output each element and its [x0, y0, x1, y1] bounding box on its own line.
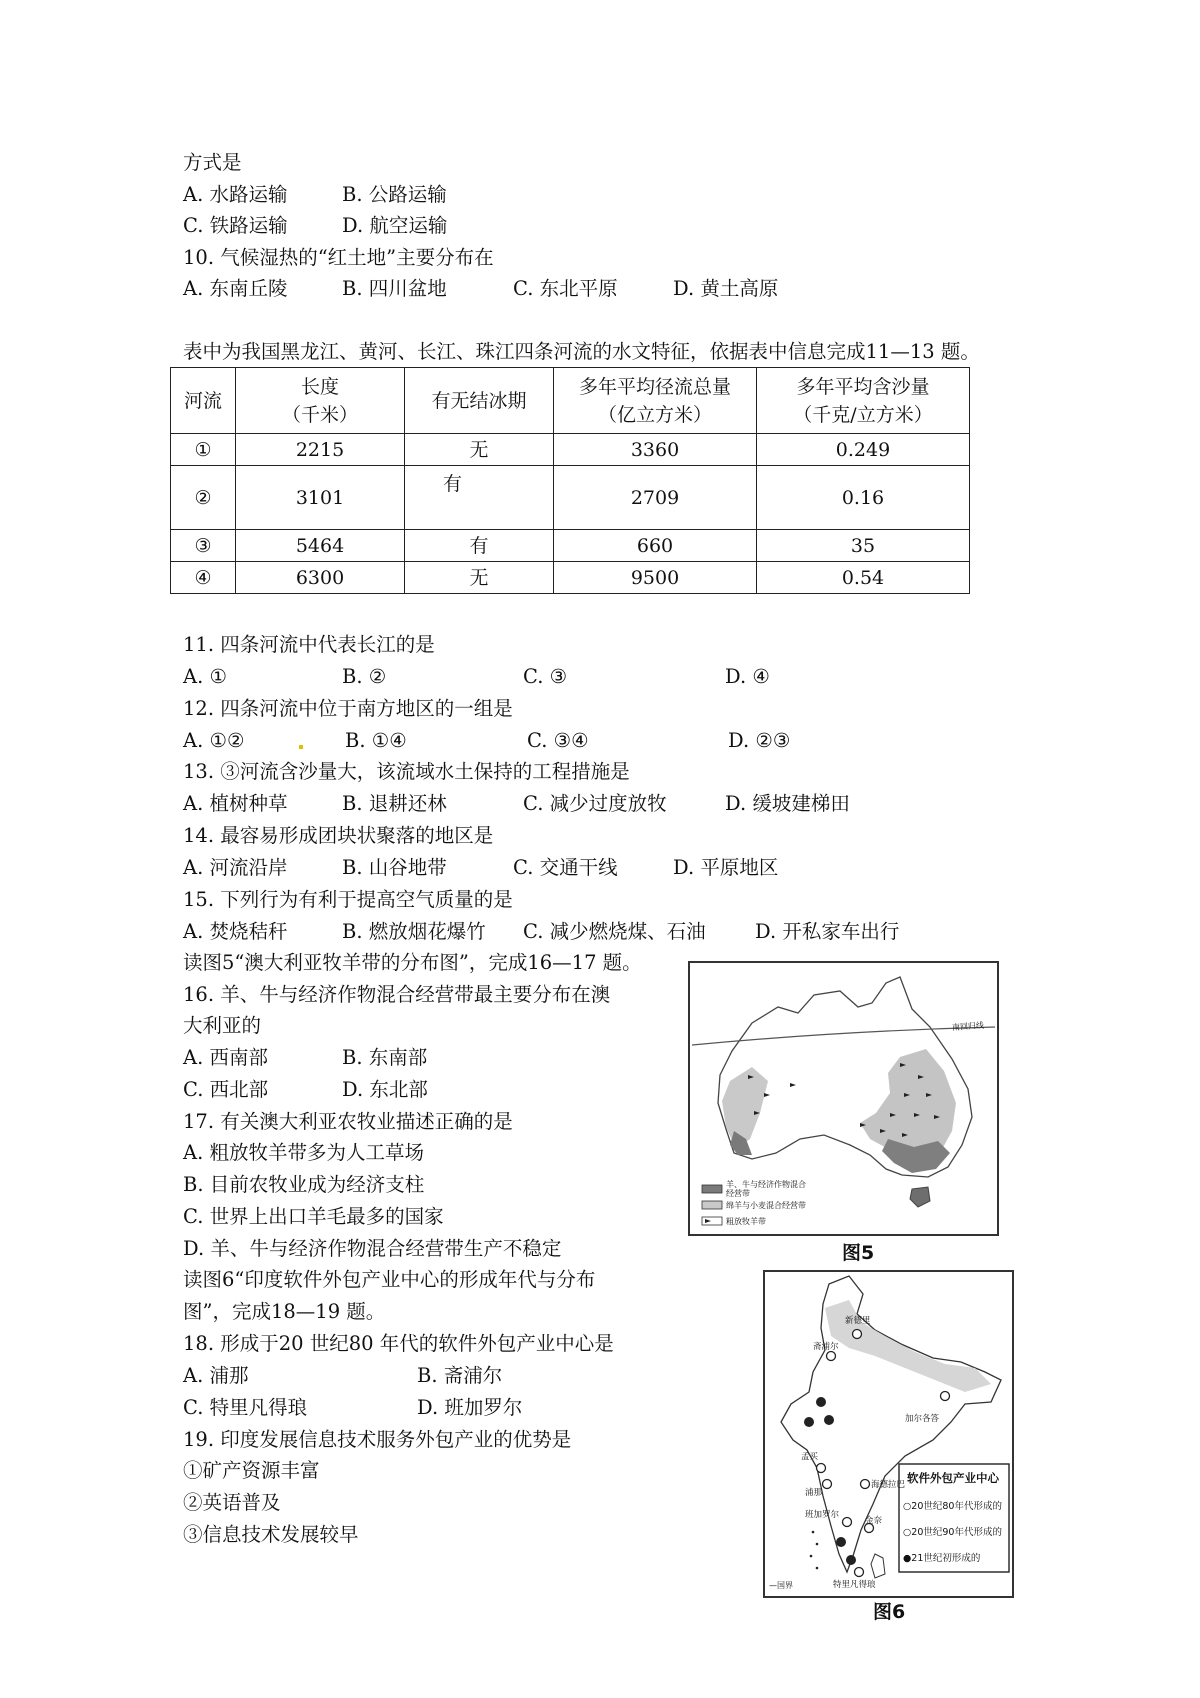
cell-sediment: 0.249: [757, 434, 970, 466]
legend-label-1: 羊、牛与经济作物混合: [726, 1180, 806, 1189]
q17-option-a: A. 粗放牧羊带多为人工草场: [183, 1141, 424, 1164]
cell-length: 3101: [236, 466, 405, 530]
dot-4: [846, 1555, 856, 1565]
header-sediment-l1: 多年平均含沙量: [796, 375, 930, 398]
q18-option-a: A. 浦那: [183, 1364, 249, 1387]
border-legend: —国界: [769, 1581, 793, 1590]
cell-runoff: 3360: [554, 434, 757, 466]
q13-option-b: B. 退耕还林: [342, 792, 447, 815]
q14-option-d: D. 平原地区: [673, 856, 779, 879]
q9-stem-cont: 方式是: [183, 151, 242, 174]
q14-option-c: C. 交通干线: [513, 856, 618, 879]
q18-stem: 18. 形成于20 世纪80 年代的软件外包产业中心是: [183, 1332, 614, 1355]
q16-stem-line1: 16. 羊、牛与经济作物混合经营带最主要分布在澳: [183, 983, 611, 1006]
cell-ice: [405, 466, 554, 530]
q11-option-a: A. ①: [183, 665, 227, 688]
q10-option-b: B. 四川盆地: [342, 277, 447, 300]
legend-label-3: 粗放牧羊带: [726, 1217, 766, 1226]
q17-option-c: C. 世界上出口羊毛最多的国家: [183, 1205, 444, 1228]
q18-option-c: C. 特里凡得琅: [183, 1396, 308, 1419]
cell-length: 2215: [236, 434, 405, 466]
cell-runoff: 660: [554, 530, 757, 562]
q13-option-c: C. 减少过度放牧: [523, 792, 667, 815]
label-bangalore: 班加罗尔: [805, 1510, 840, 1520]
header-ice: 有无结冰期: [405, 368, 554, 434]
q14-option-b: B. 山谷地带: [342, 856, 447, 879]
q19-stem: 19. 印度发展信息技术服务外包产业的优势是: [183, 1428, 572, 1451]
cell-ice-text: 有: [443, 473, 463, 495]
city-bangalore: [843, 1518, 852, 1527]
city-pune: [823, 1480, 832, 1489]
header-runoff-l1: 多年平均径流总量: [578, 375, 731, 398]
q19-item-3: ③信息技术发展较早: [183, 1523, 359, 1546]
cell-river: ②: [171, 466, 236, 530]
header-sediment-l2: （千克/立方米）: [793, 403, 933, 426]
q16-stem-line2: 大利亚的: [183, 1014, 262, 1037]
cell-ice: 有: [405, 530, 554, 562]
table-row: [171, 466, 970, 530]
label-hyderabad: 海德拉巴: [871, 1480, 906, 1490]
q10-option-d: D. 黄土高原: [673, 277, 779, 300]
q13-option-a: A. 植树种草: [183, 792, 288, 815]
tasmania: [910, 1187, 930, 1207]
q12-option-c: C. ③④: [527, 729, 589, 752]
q16-option-a: A. 西南部: [183, 1046, 268, 1069]
q18-option-b: B. 斋浦尔: [417, 1364, 503, 1387]
q19-item-1: ①矿产资源丰富: [183, 1459, 320, 1482]
header-length-l2: （千米）: [281, 403, 358, 426]
q17-option-b: B. 目前农牧业成为经济支柱: [183, 1173, 425, 1196]
q9-option-a: A. 水路运输: [183, 183, 288, 206]
fig5-australia-map: [688, 961, 999, 1236]
header-river: 河流: [171, 368, 236, 434]
q16-option-b: B. 东南部: [342, 1046, 428, 1069]
legend-swatch-wheat: [702, 1201, 722, 1209]
islands: [810, 1531, 819, 1570]
label-trivandrum: 特里凡得琅: [833, 1580, 876, 1590]
q15-option-c: C. 减少燃烧煤、石油: [523, 920, 706, 943]
city-trivandrum: [855, 1568, 864, 1577]
q9-option-c: C. 铁路运输: [183, 214, 288, 237]
q13-stem: 13. ③河流含沙量大，该流域水土保持的工程措施是: [183, 760, 630, 783]
city-new-delhi: [853, 1330, 862, 1339]
sri-lanka: [871, 1554, 885, 1578]
cell-runoff: 2709: [554, 466, 757, 530]
q15-option-b: B. 燃放烟花爆竹: [342, 920, 486, 943]
fig6-legend-item-3: ●21世纪初形成的: [903, 1553, 981, 1564]
q15-option-d: D. 开私家车出行: [755, 920, 900, 943]
q18-option-d: D. 班加罗尔: [417, 1396, 523, 1419]
hydrology-table: [170, 367, 970, 594]
city-kolkata: [941, 1392, 950, 1401]
q12-option-b: B. ①④: [345, 729, 407, 752]
cell-sediment: 0.16: [757, 466, 970, 530]
q19-item-2: ②英语普及: [183, 1491, 281, 1514]
q14-option-a: A. 河流沿岸: [183, 856, 288, 879]
q9-option-d: D. 航空运输: [342, 214, 448, 237]
table-intro: 表中为我国黑龙江、黄河、长江、珠江四条河流的水文特征，依据表中信息完成11—13 题。: [183, 340, 980, 363]
cell-length: 6300: [236, 562, 405, 594]
fig6-legend-title: 软件外包产业中心: [907, 1471, 999, 1485]
header-runoff-l2: （亿立方米）: [597, 403, 712, 426]
fig6-intro-line2: 图”，完成18—19 题。: [183, 1300, 386, 1323]
label-pune: 浦那: [805, 1488, 823, 1498]
dot-5: [836, 1537, 846, 1547]
q15-option-a: A. 焚烧秸秆: [183, 920, 288, 943]
q14-stem: 14. 最容易形成团块状聚落的地区是: [183, 824, 494, 847]
dot-3: [824, 1415, 834, 1425]
legend-swatch-mixed: [702, 1185, 722, 1193]
label-new-delhi: 新德里: [845, 1316, 871, 1326]
cell-river: ④: [171, 562, 236, 594]
q13-option-d: D. 缓坡建梯田: [725, 792, 850, 815]
q10-option-a: A. 东南丘陵: [183, 277, 288, 300]
q17-stem: 17. 有关澳大利亚农牧业描述正确的是: [183, 1110, 513, 1133]
table-row: [171, 434, 970, 466]
dot-2: [804, 1417, 814, 1427]
q11-stem: 11. 四条河流中代表长江的是: [183, 633, 435, 656]
table-row: [171, 530, 970, 562]
city-mumbai: [817, 1464, 826, 1473]
q12-option-a: A. ①②: [183, 729, 245, 752]
cell-sediment: 35: [757, 530, 970, 562]
q12-option-d: D. ②③: [728, 729, 791, 752]
header-runoff: [554, 368, 757, 434]
q11-option-c: C. ③: [523, 665, 568, 688]
q16-option-d: D. 东北部: [342, 1078, 428, 1101]
dot-1: [816, 1397, 826, 1407]
city-hyderabad: [861, 1480, 870, 1489]
city-jaipur: [827, 1352, 836, 1361]
q17-option-d: D. 羊、牛与经济作物混合经营带生产不稳定: [183, 1237, 562, 1260]
tropic-label: 南回归线: [951, 1020, 985, 1033]
q9-option-b: B. 公路运输: [342, 183, 447, 206]
table-header-row: [171, 368, 970, 434]
label-jaipur: 斋浦尔: [813, 1342, 839, 1352]
label-chennai: 金奈: [865, 1516, 883, 1526]
header-length: [236, 368, 405, 434]
q11-option-d: D. ④: [725, 665, 770, 688]
q11-option-b: B. ②: [342, 665, 387, 688]
q12-stem: 12. 四条河流中位于南方地区的一组是: [183, 697, 513, 720]
q10-option-c: C. 东北平原: [513, 277, 618, 300]
fig6-legend-item-2: ○20世纪90年代形成的: [903, 1527, 1002, 1538]
header-length-l1: 长度: [300, 375, 339, 398]
india-map-drawing: [765, 1272, 1012, 1596]
cell-sediment: 0.54: [757, 562, 970, 594]
fig6-label: 图6: [873, 1601, 906, 1623]
fig6-legend-item-1: ○20世纪80年代形成的: [903, 1501, 1002, 1512]
table-row: [171, 562, 970, 594]
cell-runoff: 9500: [554, 562, 757, 594]
cell-ice: 无: [405, 434, 554, 466]
fig5-intro: 读图5“澳大利亚牧羊带的分布图”，完成16—17 题。: [183, 951, 642, 974]
legend-label-2: 绵羊与小麦混合经营带: [726, 1201, 806, 1210]
header-sediment: [757, 368, 970, 434]
q15-stem: 15. 下列行为有利于提高空气质量的是: [183, 888, 513, 911]
fig6-intro-line1: 读图6“印度软件外包产业中心的形成年代与分布: [183, 1268, 596, 1291]
label-kolkata: 加尔各答: [905, 1414, 940, 1424]
cell-river: ①: [171, 434, 236, 466]
cell-river: ③: [171, 530, 236, 562]
q10-stem: 10. 气候湿热的“红土地”主要分布在: [183, 246, 494, 269]
fig5-label: 图5: [842, 1242, 875, 1264]
cell-ice: 无: [405, 562, 554, 594]
legend-label-1b: 经营带: [726, 1189, 750, 1198]
cell-length: 5464: [236, 530, 405, 562]
stray-mark: [299, 745, 303, 749]
q16-option-c: C. 西北部: [183, 1078, 269, 1101]
fig6-india-map: [763, 1270, 1014, 1598]
label-mumbai: 孟买: [801, 1452, 819, 1462]
